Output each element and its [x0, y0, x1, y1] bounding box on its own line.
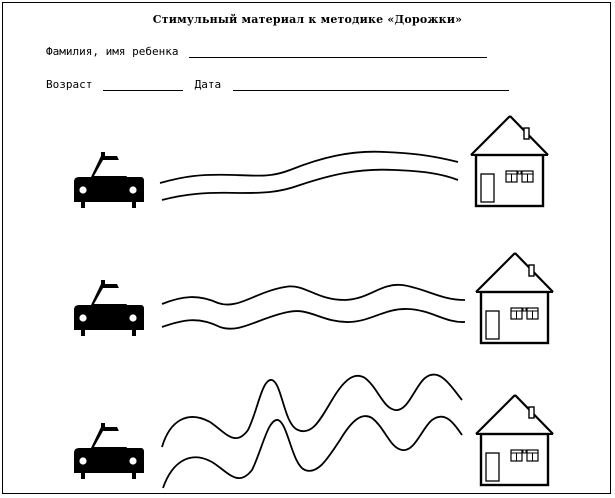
house-icon	[476, 395, 553, 485]
road-2[interactable]	[162, 285, 465, 329]
car-icon	[74, 423, 144, 479]
task-2	[74, 253, 553, 343]
car-icon	[74, 152, 144, 208]
worksheet-title: Стимульный материал к методике «Дорожки»	[152, 13, 463, 26]
road-1[interactable]	[160, 152, 458, 200]
house-icon	[471, 116, 548, 206]
date-label: Дата	[194, 78, 222, 91]
house-icon	[476, 253, 553, 343]
car-icon	[74, 280, 144, 336]
age-label: Возраст	[46, 78, 93, 91]
task-1	[74, 116, 548, 208]
road-3[interactable]	[162, 375, 462, 488]
task-3	[74, 375, 553, 488]
child-name-label: Фамилия, имя ребенка	[46, 45, 179, 58]
